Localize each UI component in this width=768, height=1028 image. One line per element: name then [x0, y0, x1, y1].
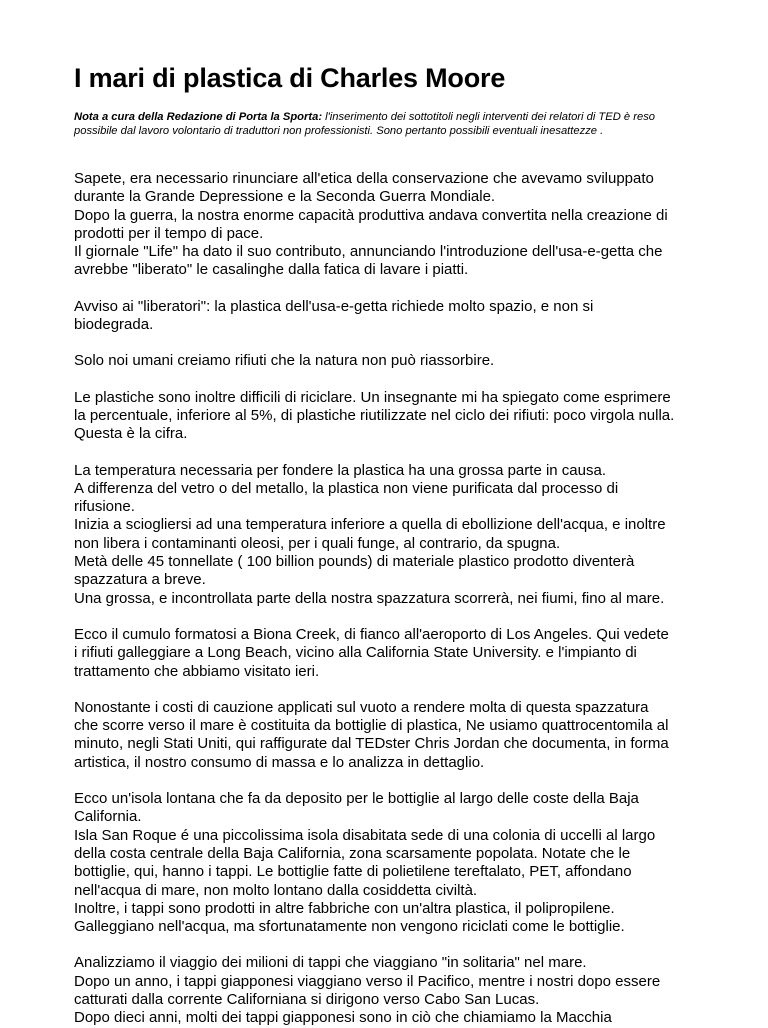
editorial-note-text-2: possibile dal lavoro volontario di traduttori non professionisti. Sono pertanto possibili eventuali inesattezze . — [74, 125, 604, 137]
paragraph-line: A differenza del vetro o del metallo, la plastica non viene purificata dal processo di — [74, 479, 619, 497]
paragraph — [74, 170, 698, 280]
paragraph — [74, 389, 698, 444]
paragraph — [74, 699, 698, 772]
paragraph-line: spazzatura a breve. — [74, 571, 206, 589]
paragraph-line: Metà delle 45 tonnellate ( 100 billion pounds) di materiale plastico prodotto diventerà — [74, 553, 635, 571]
paragraph-line: durante la Grande Depressione e la Seconda Guerra Mondiale. — [74, 188, 496, 206]
paragraph — [74, 352, 698, 370]
paragraph-line: artistica, il nostro consumo di massa e lo analizza in dettaglio. — [74, 753, 485, 771]
editorial-note-text-1: l'inserimento dei sottotitoli negli interventi dei relatori di TED è reso — [322, 111, 656, 123]
paragraph-line: Inoltre, i tappi sono prodotti in altre fabbriche con un'altra plastica, il polipropilene. — [74, 899, 615, 917]
paragraph-line: minuto, negli Stati Uniti, qui raffigurate dal TEDster Chris Jordan che documenta, in forma — [74, 735, 669, 753]
editorial-note-label: Nota a cura della Redazione di Porta la Sporta: — [74, 111, 323, 123]
paragraph-line: biodegrada. — [74, 316, 154, 334]
paragraph-line: La temperatura necessaria per fondere la plastica ha una grossa parte in causa. — [74, 461, 606, 479]
editorial-note-line-1 — [74, 110, 698, 124]
paragraph-line: Nonostante i costi di cauzione applicati sul vuoto a rendere molta di questa spazzatura — [74, 698, 649, 716]
paragraph-line: non libera i contaminanti oleosi, per i quali funge, al contrario, da spugna. — [74, 534, 561, 552]
paragraph-line: trattamento che abbiamo visitato ieri. — [74, 662, 320, 680]
paragraph-line: la percentuale, inferiore al 5%, di plastiche riutilizzate nel ciclo dei rifiuti: poco virgola nulla. — [74, 406, 675, 424]
paragraph — [74, 462, 698, 608]
paragraph-line: Le plastiche sono inoltre difficili di riciclare. Un insegnante mi ha spiegato come esprimere — [74, 388, 671, 406]
paragraph-line: Analizziamo il viaggio dei milioni di tappi che viaggiano "in solitaria" nel mare. — [74, 954, 587, 972]
paragraph-line: nell'acqua di mare, non molto lontano dalla cosiddetta civiltà. — [74, 881, 478, 899]
paragraph-line: Isla San Roque é una piccolissima isola disabitata sede di una colonia di uccelli al largo — [74, 826, 656, 844]
paragraph-line: Una grossa, e incontrollata parte della nostra spazzatura scorrerà, nei fiumi, fino al mare. — [74, 589, 665, 607]
paragraph-line: i rifiuti galleggiare a Long Beach, vicino alla California State University. e l'impianto di — [74, 644, 637, 662]
page-title: I mari di plastica di Charles Moore — [74, 63, 506, 93]
paragraph-line: Ecco un'isola lontana che fa da deposito per le bottiglie al largo delle coste della Baja — [74, 790, 639, 808]
body-text — [74, 170, 698, 1028]
paragraph-line: Dopo la guerra, la nostra enorme capacità produttiva andava convertita nella creazione di — [74, 206, 668, 224]
paragraph-line: avrebbe "liberato" le casalinghe dalla fatica di lavare i piatti. — [74, 261, 469, 279]
paragraph-line: Solo noi umani creiamo rifiuti che la natura non può riassorbire. — [74, 352, 495, 370]
paragraph-line: California. — [74, 808, 142, 826]
paragraph — [74, 954, 698, 1027]
paragraph-line: Dopo dieci anni, molti dei tappi giapponesi sono in ciò che chiamiamo la Macchia — [74, 1009, 612, 1027]
paragraph-line: prodotti per il tempo di pace. — [74, 224, 264, 242]
paragraph-line: Galleggiano nell'acqua, ma sfortunatamente non vengono riciclati come le bottiglie. — [74, 918, 625, 936]
paragraph-line: Dopo un anno, i tappi giapponesi viaggiano verso il Pacifico, mentre i nostri dopo essere — [74, 972, 661, 990]
paragraph-line: Avviso ai "liberatori": la plastica dell'usa-e-getta richiede molto spazio, e non si — [74, 297, 594, 315]
paragraph-line: della costa centrale della Baja California, zona scarsamente popolata. Notate che le — [74, 844, 631, 862]
paragraph-line: bottiglie, qui, hanno i tappi. Le bottiglie fatte di polietilene tereftalato, PET, affondano — [74, 863, 632, 881]
editorial-note — [74, 110, 698, 138]
paragraph-line: Sapete, era necessario rinunciare all'etica della conservazione che avevamo sviluppato — [74, 170, 654, 187]
paragraph-line: rifusione. — [74, 498, 135, 516]
paragraph — [74, 626, 698, 681]
paragraph — [74, 790, 698, 936]
paragraph — [74, 298, 698, 335]
paragraph-line: che scorre verso il mare è costituita da bottiglie di plastica, Ne usiamo quattrocentomila al — [74, 717, 669, 735]
paragraph-line: Inizia a sciogliersi ad una temperatura inferiore a quella di ebollizione dell'acqua, e inoltre — [74, 516, 666, 534]
paragraph-line: catturati dalla corrente Californiana si dirigono verso Cabo San Lucas. — [74, 990, 540, 1008]
paragraph-line: Ecco il cumulo formatosi a Biona Creek, di fianco all'aeroporto di Los Angeles. Qui vedete — [74, 625, 669, 643]
paragraph-line: Questa è la cifra. — [74, 425, 188, 443]
paragraph-line: Il giornale "Life" ha dato il suo contributo, annunciando l'introduzione dell'usa-e-getta che — [74, 243, 663, 261]
